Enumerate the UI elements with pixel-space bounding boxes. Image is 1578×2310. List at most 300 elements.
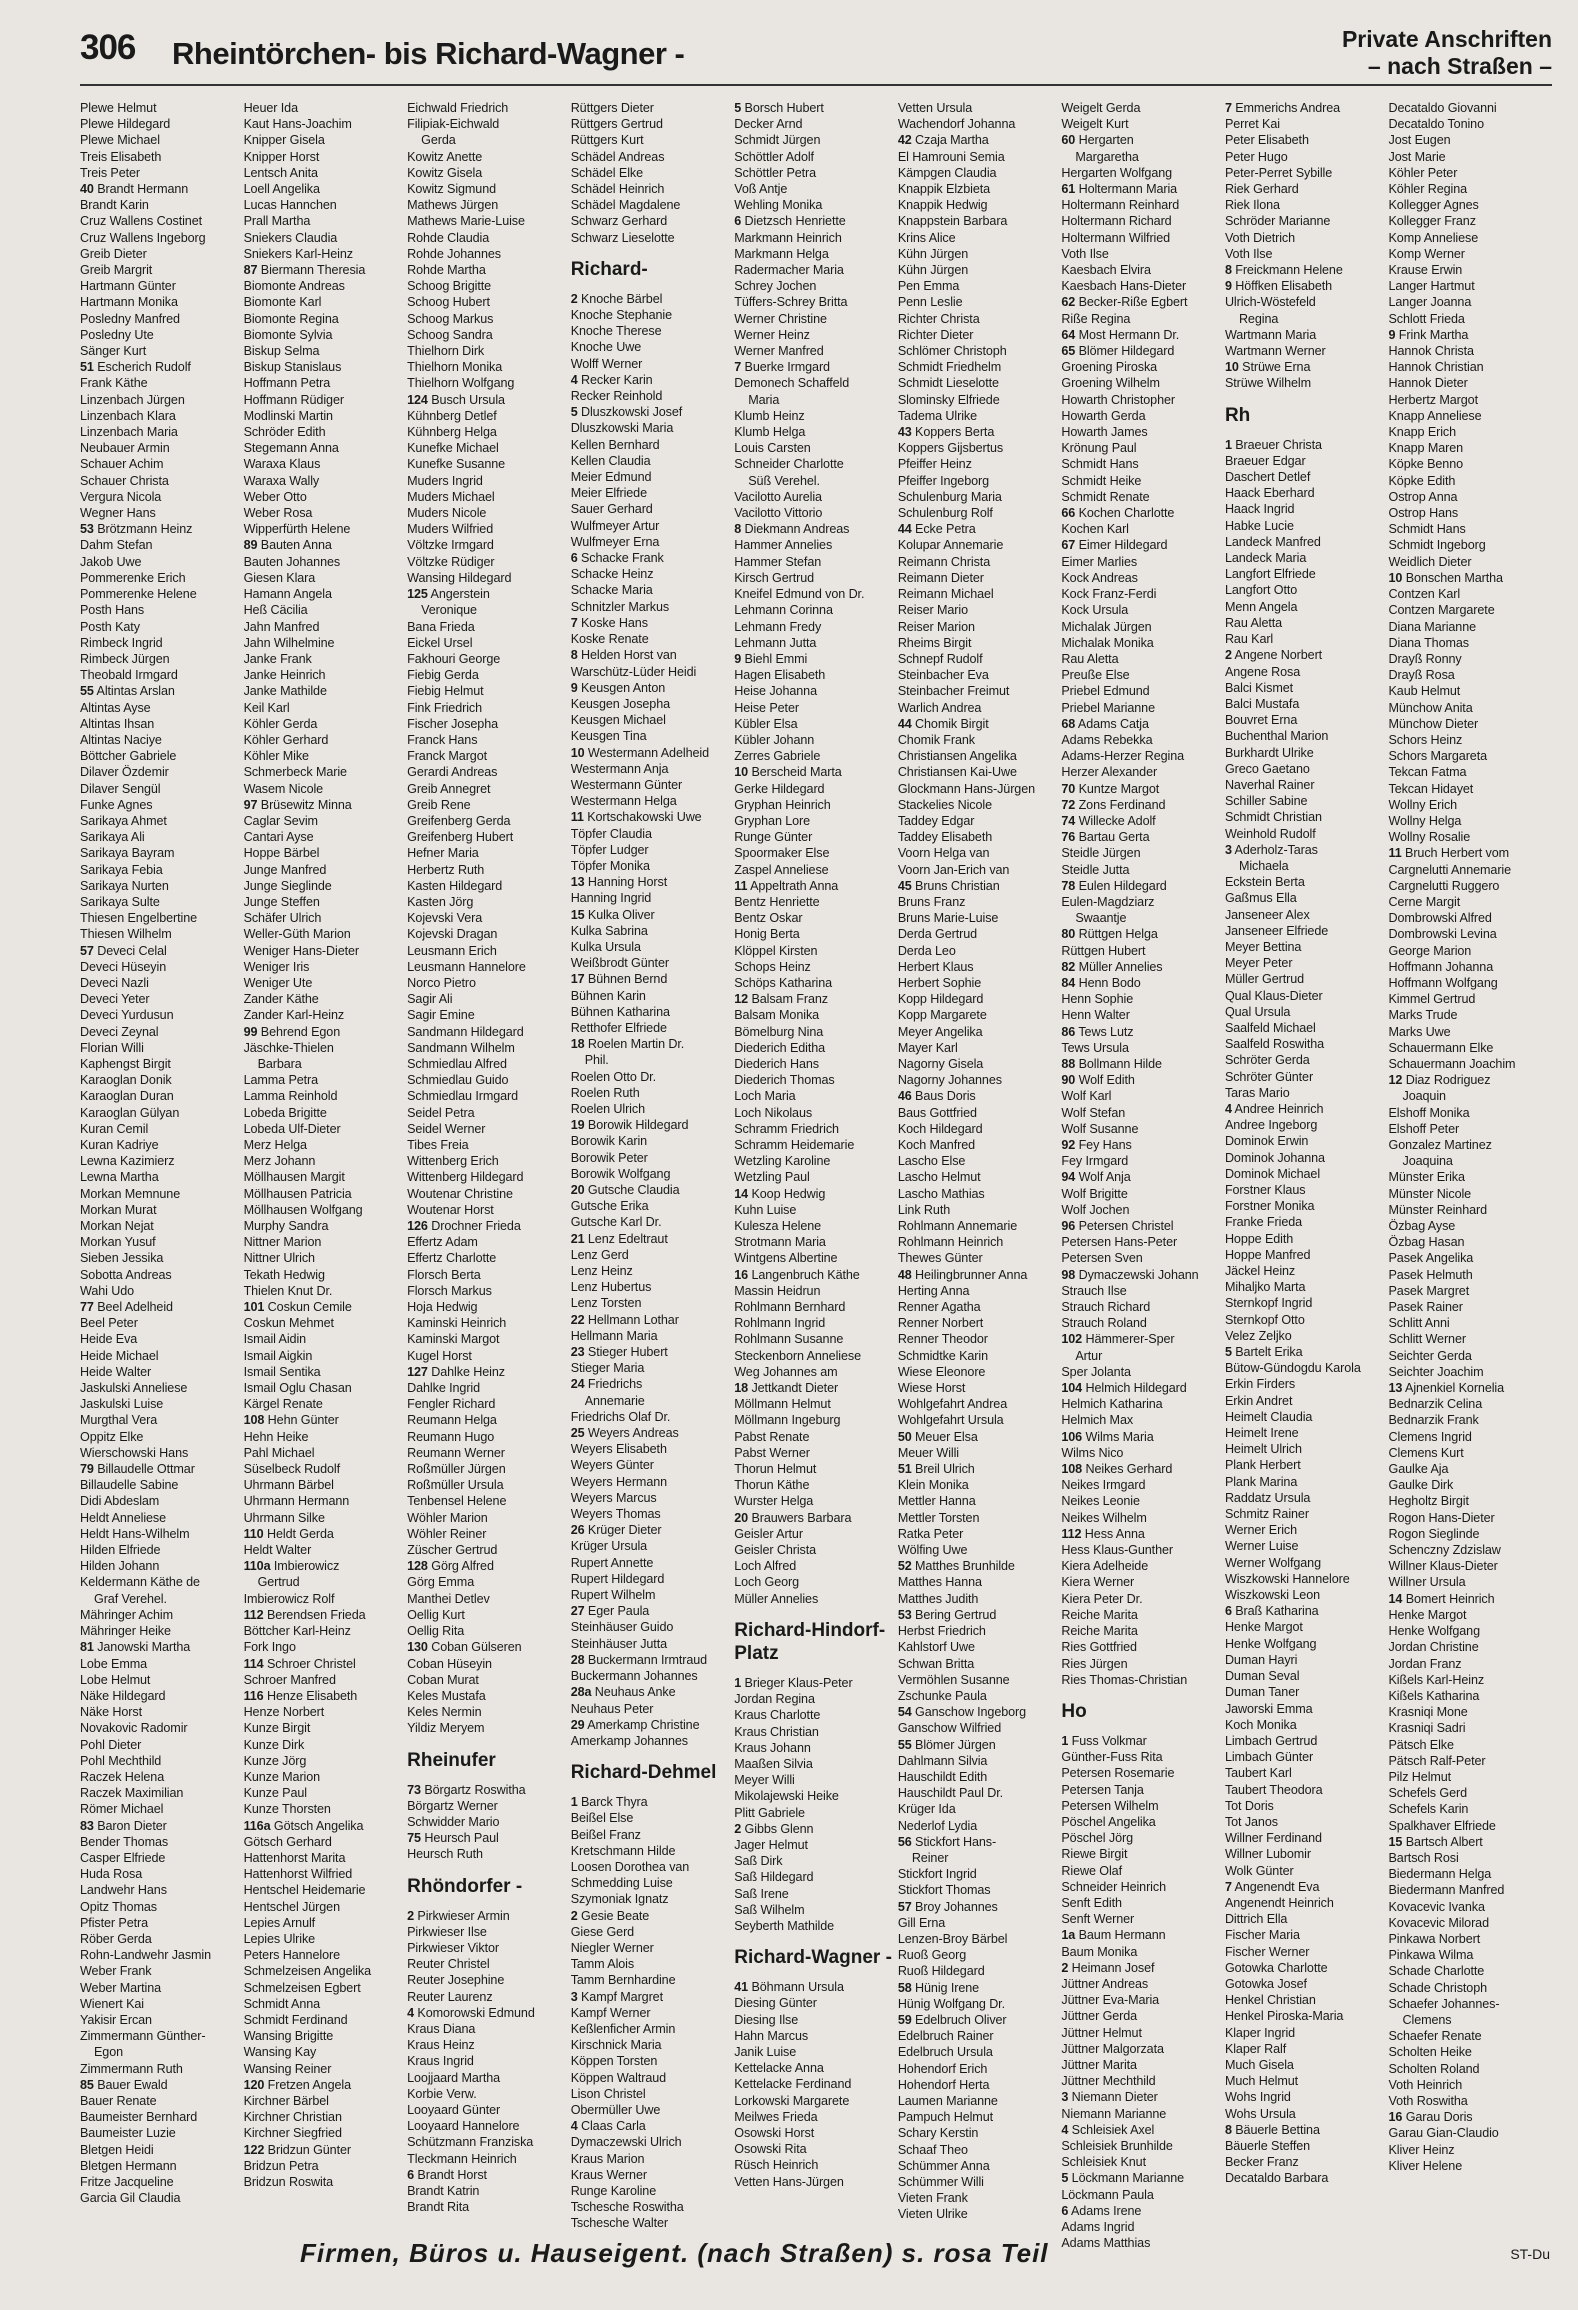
directory-entry: Möllhausen Patricia — [243, 1186, 352, 1201]
directory-entry: Pasek Helmuth — [1388, 1267, 1473, 1282]
directory-entry: Decataldo Giovanni — [1388, 101, 1497, 115]
directory-entry: Sniekers Karl-Heinz — [243, 246, 353, 261]
directory-entry: Krasniqi Sadri — [1388, 1721, 1466, 1736]
directory-entry: Janseneer Alex — [1224, 907, 1310, 922]
directory-entry: Karaoglan Donik — [80, 1073, 172, 1088]
directory-entry: Sieben Jessika — [80, 1251, 164, 1266]
directory-entry: Schmerbeck Marie — [243, 765, 347, 780]
directory-entry: Schroer Manfred — [243, 1672, 336, 1687]
directory-entry: Heide Michael — [80, 1348, 159, 1363]
directory-entry: Wachendorf Johanna — [897, 117, 1016, 132]
house-number: 51 — [897, 1462, 912, 1477]
directory-entry: Louis Carsten — [734, 441, 811, 456]
house-number: 26 — [570, 1523, 585, 1538]
directory-entry: Jakob Uwe — [80, 554, 142, 569]
directory-entry: Heuer Ida — [243, 101, 298, 115]
house-number: 23 — [570, 1345, 585, 1360]
house-number: 4 — [407, 2005, 415, 2020]
directory-entry: Voth Heinrich — [1388, 2077, 1463, 2092]
directory-entry: 29 Amerkamp Christine — [570, 1717, 700, 1732]
directory-entry: Hauschildt Paul Dr. — [897, 1786, 1004, 1801]
directory-entry: Hohendorf Herta — [897, 2077, 990, 2092]
directory-entry: Scholten Heike — [1388, 2045, 1472, 2060]
directory-entry: 24 Friedrichs — [570, 1377, 643, 1392]
directory-entry: 57 Deveci Celal — [80, 943, 167, 958]
directory-entry: Voth Roswitha — [1388, 2093, 1468, 2108]
directory-entry: Bouvret Erna — [1224, 713, 1298, 728]
directory-entry: Karaoglan Duran — [80, 1089, 174, 1104]
directory-entry: 5 Bartelt Erika — [1224, 1345, 1303, 1360]
directory-entry: Mathews Marie-Luise — [407, 214, 525, 229]
directory-entry: Strotmann Maria — [734, 1235, 826, 1250]
directory-entry: Kolupar Annemarie — [897, 538, 1004, 553]
house-number: 45 — [897, 878, 912, 893]
directory-entry: Özbag Hasan — [1388, 1235, 1465, 1250]
directory-entry: Balsam Monika — [734, 1008, 820, 1023]
directory-entry: Dilaver Sengül — [80, 781, 161, 796]
directory-entry: Junge Steffen — [243, 894, 320, 909]
directory-entry: Wölfing Uwe — [897, 1543, 968, 1558]
street-heading: Richard-Dehmel — [570, 1762, 717, 1784]
directory-entry: Marks Uwe — [1388, 1024, 1451, 1039]
directory-entry: Schnepf Rudolf — [897, 651, 983, 666]
directory-entry: Loell Angelika — [243, 182, 320, 197]
directory-entry: Hergarten Wolfgang — [1061, 165, 1173, 180]
directory-entry: Petersen Rosemarie — [1061, 1766, 1175, 1781]
directory-entry: Wansing Brigitte — [243, 2029, 334, 2044]
directory-entry: Plank Herbert — [1224, 1458, 1301, 1473]
directory-entry: Reiner — [911, 1850, 949, 1865]
directory-entry: Schacke Maria — [570, 583, 653, 598]
directory-entry: Ulrich-Wöstefeld — [1224, 295, 1316, 310]
directory-entry: Kasten Jörg — [407, 894, 474, 909]
directory-entry: 112 Berendsen Frieda — [243, 1607, 366, 1622]
house-number: 101 — [243, 1300, 265, 1315]
house-number: 41 — [734, 1980, 749, 1995]
house-number: 17 — [570, 972, 585, 987]
directory-entry: Hehn Heike — [243, 1429, 309, 1444]
directory-entry: Löckmann Paula — [1061, 2187, 1154, 2202]
directory-entry: Naverhal Rainer — [1224, 777, 1315, 792]
directory-entry: Morkan Yusuf — [80, 1235, 156, 1250]
directory-entry: Kiera Werner — [1061, 1575, 1135, 1590]
directory-entry: Rupert Wilhelm — [570, 1588, 656, 1603]
directory-entry: Pohl Dieter — [80, 1737, 142, 1752]
directory-entry: Steinbacher Eva — [897, 668, 989, 683]
directory-entry: Hess Klaus-Gunther — [1061, 1543, 1173, 1558]
directory-entry: Sper Jolanta — [1061, 1364, 1131, 1379]
directory-entry: Schmiedlau Irmgard — [407, 1089, 519, 1104]
directory-entry: Schützmann Franziska — [407, 2135, 534, 2150]
directory-entry: Spalkhaver Elfriede — [1388, 1818, 1496, 1833]
house-number: 76 — [1061, 830, 1076, 845]
house-number: 40 — [80, 182, 94, 197]
directory-entry: 81 Janowski Martha — [80, 1640, 191, 1655]
directory-entry: Sagir Emine — [407, 1008, 475, 1023]
directory-entry: Plank Marina — [1224, 1474, 1298, 1489]
directory-entry: 126 Drochner Frieda — [407, 1219, 521, 1234]
directory-entry: 75 Heursch Paul — [407, 1831, 499, 1846]
directory-entry: Schmidt Hans — [1061, 457, 1139, 472]
directory-entry: Herbertz Margot — [1388, 392, 1478, 407]
house-number: 22 — [570, 1312, 585, 1327]
directory-entry: 17 Bühnen Bernd — [570, 972, 668, 987]
house-number: 10 — [1224, 360, 1239, 375]
directory-entry: Meier Edmund — [570, 470, 652, 485]
directory-entry: Rohde Claudia — [407, 230, 490, 245]
directory-entry: Annemarie — [584, 1393, 645, 1408]
directory-entry: Honig Berta — [734, 927, 800, 942]
house-number: 48 — [897, 1267, 912, 1282]
directory-entry: Effertz Charlotte — [407, 1251, 497, 1266]
directory-entry: Kollegger Agnes — [1388, 198, 1479, 213]
directory-entry: Rohlmann Heinrich — [897, 1235, 1004, 1250]
directory-entry: Schade Christoph — [1388, 1980, 1488, 1995]
directory-entry: Florian Willi — [80, 1040, 144, 1055]
directory-entry: Meyer Bettina — [1224, 939, 1302, 954]
house-number: 66 — [1061, 506, 1076, 521]
directory-entry: Kaphengst Birgit — [80, 1056, 171, 1071]
directory-entry: Zschunke Paula — [897, 1688, 987, 1703]
directory-entry: Lascho Mathias — [897, 1186, 985, 1201]
directory-entry: Schmiedlau Guido — [407, 1073, 509, 1088]
directory-column — [1389, 100, 1553, 2222]
directory-entry: Clemens — [1402, 2012, 1452, 2027]
directory-entry: Lorkowski Margarete — [734, 2093, 850, 2108]
directory-entry: Baumeister Bernhard — [80, 2110, 198, 2125]
house-number: 2 — [407, 1908, 415, 1923]
directory-entry: Niegler Werner — [570, 1940, 654, 1955]
footer-code: ST-Du — [1510, 2246, 1550, 2262]
directory-entry: Strauch Ilse — [1061, 1283, 1127, 1298]
directory-entry: Marks Trude — [1388, 1008, 1458, 1023]
directory-entry: Hoppe Edith — [1224, 1231, 1294, 1246]
directory-entry: Weller-Güth Marion — [243, 927, 351, 942]
directory-entry: Weniger Iris — [243, 959, 310, 974]
house-number: 8 — [570, 648, 578, 663]
directory-entry: Deveci Hüseyin — [80, 959, 167, 974]
directory-entry: Baumeister Luzie — [80, 2126, 176, 2141]
directory-entry: 125 Angerstein — [407, 587, 490, 602]
directory-entry: Kißels Katharina — [1388, 1688, 1480, 1703]
directory-entry: Howarth Christopher — [1061, 392, 1175, 407]
directory-entry: Pöschel Angelika — [1061, 1814, 1156, 1829]
directory-entry: Laumen Marianne — [897, 2093, 998, 2108]
house-number: 87 — [243, 263, 258, 278]
directory-entry: Lenz Hubertus — [570, 1280, 652, 1295]
directory-entry: Veronique — [421, 603, 477, 618]
directory-entry: 7 Emmerichs Andrea — [1224, 101, 1341, 115]
directory-entry: 55 Blömer Jürgen — [897, 1737, 996, 1752]
directory-entry: Dominok Johanna — [1224, 1150, 1325, 1165]
directory-entry: Bühnen Karin — [570, 988, 646, 1003]
directory-entry: Reumann Helga — [407, 1413, 497, 1428]
directory-entry: Werner Luise — [1224, 1539, 1299, 1554]
directory-entry: Knapp Anneliese — [1388, 408, 1482, 423]
directory-entry: Lascho Helmut — [897, 1170, 981, 1185]
house-number: 11 — [570, 810, 584, 825]
directory-entry: 6 Braß Katharina — [1224, 1604, 1319, 1619]
directory-entry: 55 Altintas Arslan — [80, 684, 175, 699]
directory-entry: 98 Dymaczewski Johann — [1061, 1267, 1199, 1282]
directory-entry: Henke Margot — [1224, 1620, 1303, 1635]
directory-entry: 67 Eimer Hildegard — [1061, 538, 1168, 553]
directory-entry: Werner Manfred — [734, 344, 824, 359]
house-number: 12 — [1388, 1073, 1403, 1088]
directory-entry: Biskup Stanislaus — [243, 360, 342, 375]
directory-entry: Nittner Marion — [243, 1235, 322, 1250]
directory-entry: Röber Gerda — [80, 1931, 152, 1946]
directory-column — [80, 100, 244, 2222]
directory-entry: 4 Recker Karin — [570, 372, 653, 387]
directory-entry: Opitz Thomas — [80, 1899, 157, 1914]
directory-entry: Baus Gottfried — [897, 1105, 977, 1120]
house-number: 112 — [1061, 1526, 1082, 1541]
house-number: 16 — [1388, 2110, 1403, 2125]
directory-entry: 5 Löckmann Marianne — [1061, 2171, 1185, 2186]
house-number: 54 — [897, 1705, 912, 1720]
directory-entry: Ostrop Hans — [1388, 506, 1459, 521]
directory-entry: Fakhouri George — [407, 651, 501, 666]
directory-entry: Rau Aletta — [1224, 615, 1283, 630]
directory-entry: Jordan Christine — [1388, 1640, 1479, 1655]
directory-entry: Römer Michael — [80, 1802, 164, 1817]
directory-entry: Morkan Nejat — [80, 1219, 154, 1234]
directory-entry: Voth Ilse — [1061, 246, 1109, 261]
directory-entry: Thielhorn Monika — [407, 360, 503, 375]
directory-entry: Knappik Hedwig — [897, 198, 988, 213]
directory-entry: Preuße Else — [1061, 668, 1130, 683]
directory-entry: 66 Kochen Charlotte — [1061, 506, 1175, 521]
directory-entry: Kraus Ingrid — [407, 2054, 474, 2069]
house-number: 51 — [80, 360, 94, 375]
directory-entry: Willner Lubomir — [1224, 1847, 1311, 1862]
directory-entry: Wolf Karl — [1061, 1089, 1112, 1104]
directory-entry: Derda Leo — [897, 943, 956, 958]
directory-entry: Rohde Johannes — [407, 246, 501, 261]
directory-entry: Kunze Marion — [243, 1769, 321, 1784]
directory-entry: Thewes Günter — [897, 1251, 983, 1266]
directory-entry: Willner Ferdinand — [1224, 1831, 1322, 1846]
directory-entry: Hentschel Jürgen — [243, 1899, 340, 1914]
directory-entry: Treis Peter — [80, 165, 141, 180]
directory-entry: Taubert Karl — [1224, 1766, 1292, 1781]
house-number: 5 — [570, 405, 578, 420]
house-number: 110 — [243, 1526, 264, 1541]
directory-entry: Krins Alice — [897, 230, 956, 245]
directory-entry: Voth Dietrich — [1224, 230, 1296, 245]
directory-entry: Artur — [1075, 1348, 1103, 1363]
directory-entry: 53 Bering Gertrud — [897, 1607, 997, 1622]
directory-entry: 12 Balsam Franz — [734, 992, 828, 1007]
directory-entry: Frank Käthe — [80, 376, 148, 391]
directory-entry: Wittenberg Erich — [407, 1154, 499, 1169]
directory-entry: Thorun Käthe — [734, 1478, 810, 1493]
house-number: 6 — [1061, 2203, 1069, 2218]
directory-entry: Gutsche Karl Dr. — [570, 1215, 662, 1230]
directory-entry: Weyers Marcus — [570, 1490, 657, 1505]
directory-entry: Hoffmann Rüdiger — [243, 392, 344, 407]
directory-entry: Köppen Torsten — [570, 2054, 658, 2069]
house-number: 13 — [1388, 1381, 1403, 1396]
directory-entry: Mikolajewski Heike — [734, 1789, 839, 1804]
house-number: 1 — [1224, 437, 1232, 452]
directory-entry: Möllhausen Margit — [243, 1170, 345, 1185]
house-number: 1 — [570, 1795, 578, 1810]
directory-entry: 114 Schroer Christel — [243, 1656, 356, 1671]
directory-entry: Bühnen Katharina — [570, 1004, 670, 1019]
directory-entry: Reuter Christel — [407, 1957, 490, 1972]
house-number: 9 — [734, 651, 742, 666]
directory-entry: Dombrowski Levina — [1388, 927, 1497, 942]
house-number: 50 — [897, 1429, 912, 1444]
directory-entry: Giese Gerd — [570, 1924, 635, 1939]
directory-entry: Jäckel Heinz — [1224, 1264, 1296, 1279]
directory-entry: Mähringer Achim — [80, 1607, 173, 1622]
directory-entry: Zimmermann Günther- — [80, 2029, 206, 2044]
directory-entry: Gonzalez Martinez — [1388, 1138, 1492, 1152]
directory-entry: Jüttner Helmut — [1061, 2025, 1142, 2040]
directory-entry: Billaudelle Sabine — [80, 1478, 179, 1493]
directory-entry: Kochen Karl — [1061, 522, 1129, 537]
directory-entry: Bentz Oskar — [734, 911, 803, 926]
directory-entry: Uhrmann Bärbel — [243, 1478, 334, 1493]
directory-entry: Erkin Firders — [1224, 1377, 1296, 1392]
directory-entry: Oellig Rita — [407, 1624, 465, 1639]
directory-entry: Zerres Gabriele — [734, 749, 821, 764]
directory-entry: Sänger Kurt — [80, 344, 147, 359]
directory-entry: Heide Walter — [80, 1364, 152, 1379]
directory-entry: Nagorny Johannes — [897, 1073, 1002, 1088]
directory-entry: Burkhardt Ulrike — [1224, 745, 1314, 760]
directory-entry: 9 Frink Martha — [1388, 327, 1469, 342]
directory-entry: Wöhler Marion — [407, 1510, 488, 1525]
directory-entry: Wiszkowski Leon — [1224, 1588, 1321, 1603]
directory-entry: Wetzling Paul — [734, 1170, 810, 1185]
directory-entry: 7 Buerke Irmgard — [734, 360, 830, 375]
directory-entry: Bletgen Hermann — [80, 2158, 177, 2173]
directory-entry: Poslednу Ute — [80, 327, 154, 342]
directory-entry: Kühn Jürgen — [897, 246, 969, 261]
directory-entry: Hammer Annelies — [734, 538, 833, 553]
directory-entry: Schrey Jochen — [734, 279, 817, 294]
directory-entry: Lobe Emma — [80, 1656, 148, 1671]
directory-entry: 11 Kortschakowski Uwe — [570, 810, 702, 825]
directory-entry: Kunze Jörg — [243, 1753, 307, 1768]
directory-entry: Schröder Marianne — [1224, 214, 1331, 229]
house-number: 96 — [1061, 1219, 1076, 1234]
directory-entry: 76 Bartau Gerta — [1061, 830, 1150, 845]
directory-entry: Daschert Detlef — [1224, 470, 1311, 485]
directory-entry: Wartmann Maria — [1224, 327, 1317, 342]
section-title-line1: Private Anschriften — [1341, 26, 1552, 52]
directory-entry: Jüttner Eva-Maria — [1061, 1993, 1160, 2008]
directory-entry: 15 Bartsch Albert — [1388, 1834, 1483, 1849]
house-number: 77 — [80, 1300, 94, 1315]
directory-entry: Tot Doris — [1224, 1798, 1274, 1813]
directory-entry: Wohlgefahrt Andrea — [897, 1397, 1008, 1412]
directory-entry: Gaulke Dirk — [1388, 1478, 1454, 1493]
directory-entry: Jordan Regina — [734, 1692, 815, 1707]
house-number: 19 — [570, 1118, 585, 1133]
directory-entry: Kunefke Susanne — [407, 457, 506, 472]
house-number: 67 — [1061, 538, 1076, 553]
directory-entry: 96 Petersen Christel — [1061, 1219, 1174, 1234]
directory-entry: Phil. — [584, 1053, 609, 1068]
directory-entry: Züscher Gertrud — [407, 1543, 498, 1558]
directory-entry: Knappik Elzbieta — [897, 182, 991, 197]
directory-entry: Senft Werner — [1061, 1912, 1135, 1927]
directory-entry: Pinkawa Wilma — [1388, 1948, 1474, 1963]
directory-entry: Much Helmut — [1224, 2074, 1299, 2089]
directory-entry: Duman Seval — [1224, 1669, 1300, 1684]
directory-entry: Lepies Arnulf — [243, 1915, 316, 1930]
directory-entry: Kaesbach Elvira — [1061, 263, 1151, 278]
directory-entry: Zander Käthe — [243, 992, 319, 1007]
directory-entry: Regina — [1238, 311, 1279, 326]
house-number: 70 — [1061, 781, 1076, 796]
directory-entry: Wolf Jochen — [1061, 1202, 1130, 1217]
directory-entry: 120 Fretzen Angela — [243, 2077, 351, 2092]
directory-entry: Hannok Christa — [1388, 344, 1474, 359]
house-number: 75 — [407, 1831, 421, 1846]
directory-entry: 82 Müller Annelies — [1061, 959, 1163, 974]
page-header — [80, 26, 1552, 84]
directory-entry: Osowski Rita — [734, 2142, 807, 2157]
directory-entry: Kellen Bernhard — [570, 437, 660, 452]
directory-entry: Herbert Sophie — [897, 975, 982, 990]
directory-entry: Keßlenficher Armin — [570, 2021, 676, 2036]
directory-entry: Hartmann Günter — [80, 279, 176, 294]
page-title: Rheintörchen- bis Richard-Wagner - — [172, 36, 685, 71]
directory-entry: Geisler Artur — [734, 1526, 803, 1541]
directory-entry: Henkel Christian — [1224, 1993, 1316, 2008]
directory-entry: Kretschmann Hilde — [570, 1843, 676, 1858]
directory-entry: Swaantje — [1075, 911, 1127, 926]
directory-entry: Kasten Hildegard — [407, 878, 503, 893]
house-number: 74 — [1061, 813, 1076, 828]
directory-entry: Knapp Maren — [1388, 441, 1464, 456]
directory-entry: Wöhler Reiner — [407, 1526, 487, 1541]
directory-entry: Perret Kai — [1224, 117, 1280, 132]
directory-entry: Krüger Ida — [897, 1802, 956, 1817]
directory-entry: Amerkamp Johannes — [570, 1733, 688, 1748]
directory-entry: Töpfer Claudia — [570, 826, 652, 841]
directory-entry: Lenz Heinz — [570, 1264, 633, 1279]
directory-entry: 8 Freickmann Helene — [1224, 263, 1343, 278]
directory-entry: Biskup Selma — [243, 344, 320, 359]
directory-entry: Reimann Christa — [897, 554, 991, 569]
directory-entry: Meyer Angelika — [897, 1024, 983, 1039]
directory-entry: Schneider Heinrich — [1061, 1879, 1166, 1894]
directory-entry: Heimelt Claudia — [1224, 1409, 1313, 1424]
directory-entry: Henze Norbert — [243, 1705, 325, 1720]
directory-entry: Weinhold Rudolf — [1224, 826, 1316, 841]
directory-entry: Jaworski Emma — [1224, 1701, 1313, 1716]
directory-entry: Biomonte Sylvia — [243, 327, 333, 342]
directory-entry: Schauer Achim — [80, 457, 164, 472]
directory-entry: Möllmann Ingeburg — [734, 1413, 841, 1428]
directory-entry: Kirchner Bärbel — [243, 2093, 329, 2108]
directory-entry: Knapp Erich — [1388, 425, 1457, 440]
house-number: 99 — [243, 1024, 258, 1039]
directory-entry: Kraus Heinz — [407, 2038, 475, 2053]
directory-entry: Riße Regina — [1061, 311, 1131, 326]
directory-entry: Wollny Helga — [1388, 813, 1462, 828]
directory-entry: Börgartz Werner — [407, 1798, 498, 1813]
house-number: 4 — [570, 372, 578, 387]
directory-entry: Biomonte Karl — [243, 295, 322, 310]
